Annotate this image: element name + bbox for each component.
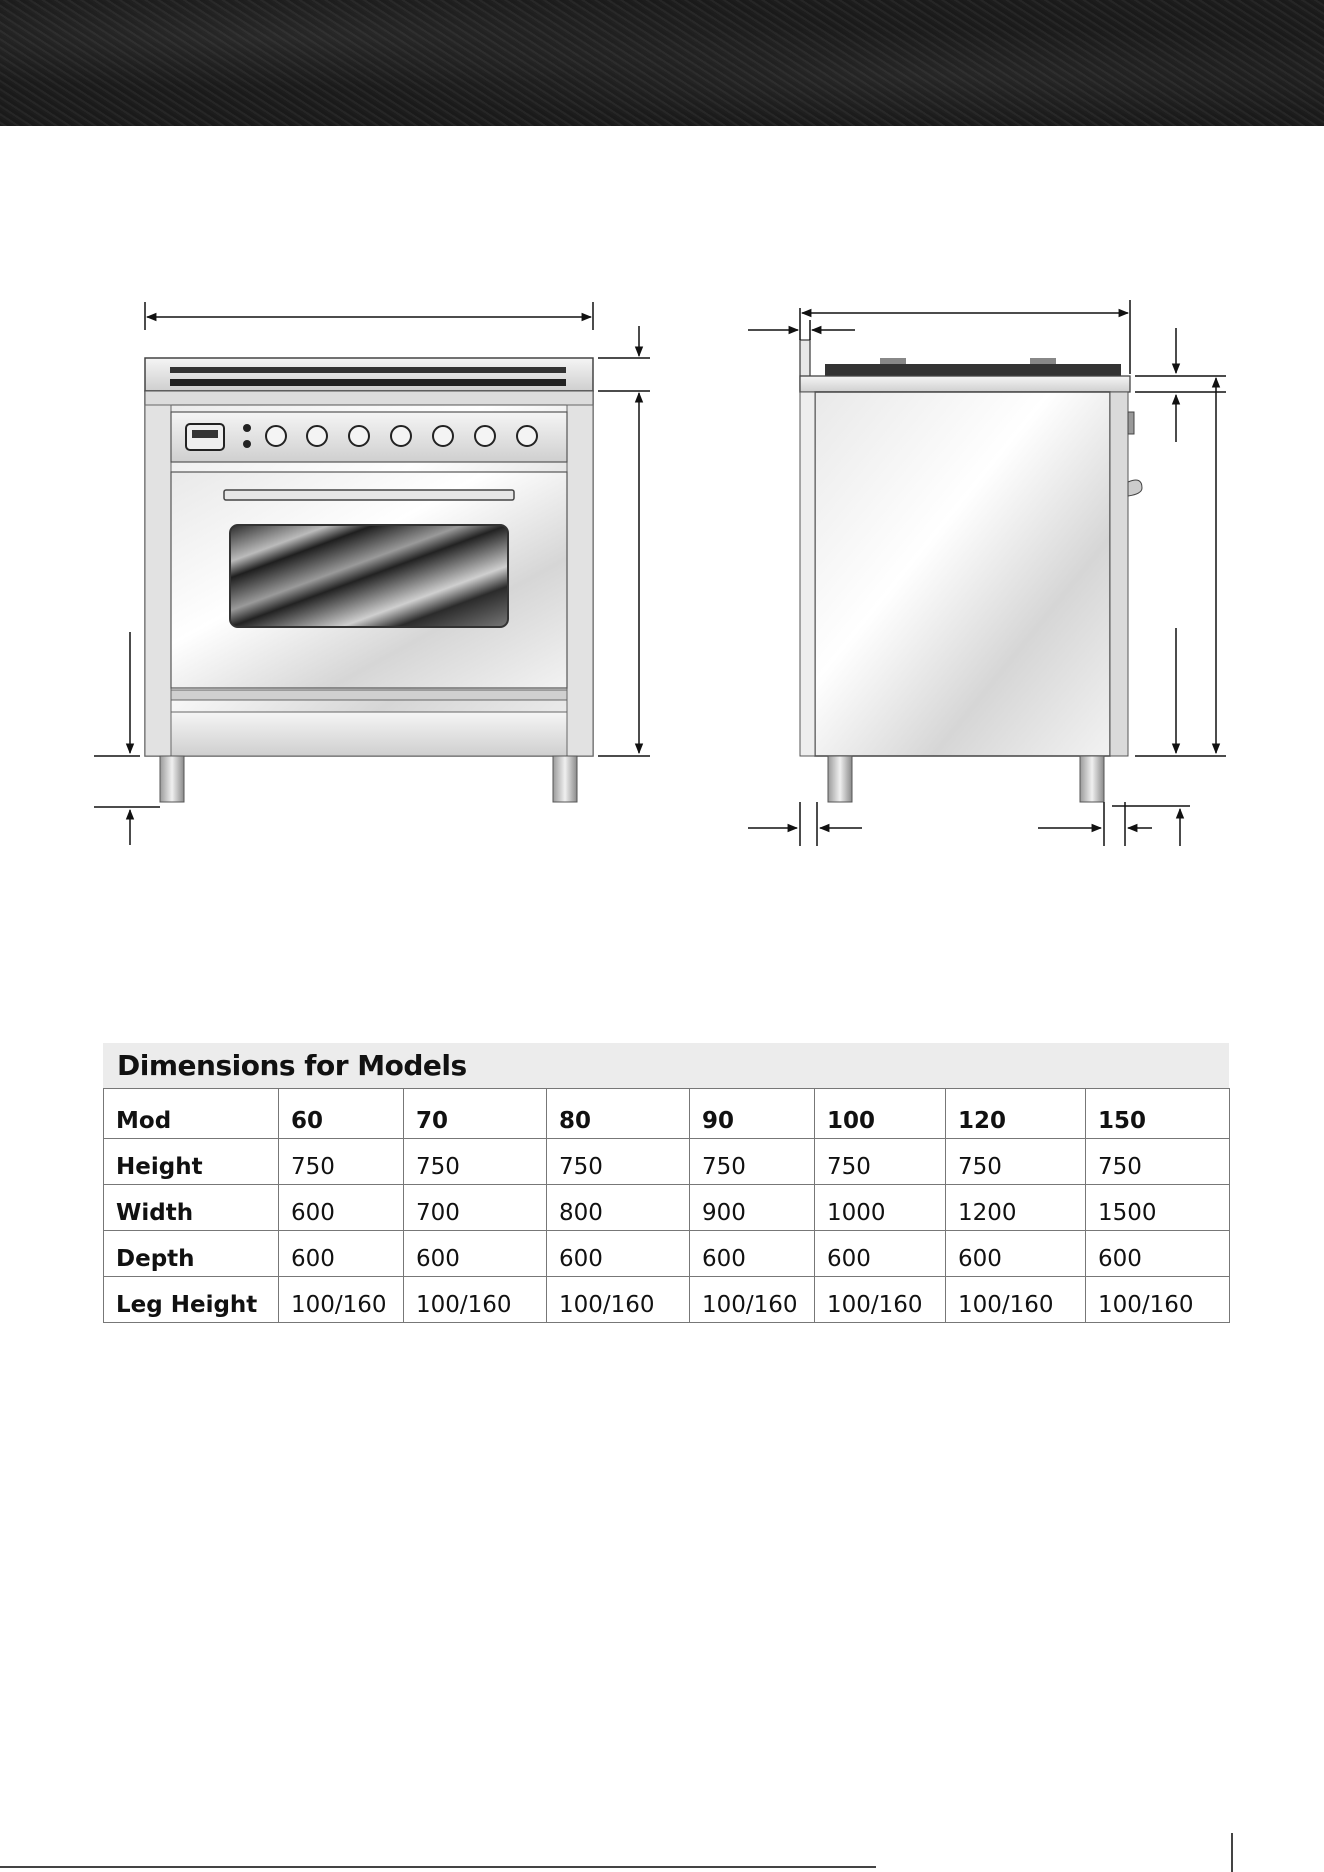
table-title: Dimensions for Models bbox=[103, 1043, 1229, 1088]
table-row bbox=[104, 1139, 1230, 1185]
table-header-cell: 150 bbox=[1086, 1089, 1230, 1139]
table-cell: 600 bbox=[279, 1231, 404, 1277]
table-cell: 100/160 bbox=[946, 1277, 1086, 1323]
front-view bbox=[145, 358, 593, 802]
table-header-row bbox=[104, 1089, 1230, 1139]
table-cell: 600 bbox=[404, 1231, 547, 1277]
cooker-dimension-drawings bbox=[0, 0, 1324, 880]
table-cell: 900 bbox=[690, 1185, 815, 1231]
table-cell: 600 bbox=[279, 1185, 404, 1231]
table-cell: 750 bbox=[690, 1139, 815, 1185]
table-cell: 600 bbox=[547, 1231, 690, 1277]
table-cell: 800 bbox=[547, 1185, 690, 1231]
table-header-cell: 60 bbox=[279, 1089, 404, 1139]
table-cell: 1500 bbox=[1086, 1185, 1230, 1231]
table-cell: 100/160 bbox=[1086, 1277, 1230, 1323]
table-row bbox=[104, 1277, 1230, 1323]
row-label: Width bbox=[104, 1185, 279, 1231]
table-cell: 750 bbox=[946, 1139, 1086, 1185]
table-header-cell: 80 bbox=[547, 1089, 690, 1139]
row-label: Height bbox=[104, 1139, 279, 1185]
table-header-cell: 70 bbox=[404, 1089, 547, 1139]
table-cell: 100/160 bbox=[547, 1277, 690, 1323]
table-cell: 750 bbox=[404, 1139, 547, 1185]
table-header-cell: 90 bbox=[690, 1089, 815, 1139]
table-cell: 600 bbox=[1086, 1231, 1230, 1277]
table-cell: 750 bbox=[815, 1139, 946, 1185]
table-cell: 100/160 bbox=[404, 1277, 547, 1323]
table-cell: 100/160 bbox=[690, 1277, 815, 1323]
table-row bbox=[104, 1185, 1230, 1231]
table-cell: 1200 bbox=[946, 1185, 1086, 1231]
table-cell: 100/160 bbox=[815, 1277, 946, 1323]
footer-rule bbox=[0, 1866, 876, 1868]
dimensions-table bbox=[103, 1088, 1230, 1323]
table-cell: 100/160 bbox=[279, 1277, 404, 1323]
table-cell: 600 bbox=[946, 1231, 1086, 1277]
row-label: Leg Height bbox=[104, 1277, 279, 1323]
table-cell: 600 bbox=[815, 1231, 946, 1277]
table-cell: 700 bbox=[404, 1185, 547, 1231]
table-cell: 1000 bbox=[815, 1185, 946, 1231]
table-header-cell: Mod bbox=[104, 1089, 279, 1139]
table-cell: 750 bbox=[1086, 1139, 1230, 1185]
table-row bbox=[104, 1231, 1230, 1277]
side-view bbox=[800, 340, 1142, 802]
page-edge-tick bbox=[1231, 1833, 1233, 1872]
row-label: Depth bbox=[104, 1231, 279, 1277]
table-cell: 600 bbox=[690, 1231, 815, 1277]
dimensions-table-section bbox=[103, 1043, 1229, 1323]
table-header-cell: 120 bbox=[946, 1089, 1086, 1139]
table-cell: 750 bbox=[279, 1139, 404, 1185]
table-header-cell: 100 bbox=[815, 1089, 946, 1139]
table-cell: 750 bbox=[547, 1139, 690, 1185]
